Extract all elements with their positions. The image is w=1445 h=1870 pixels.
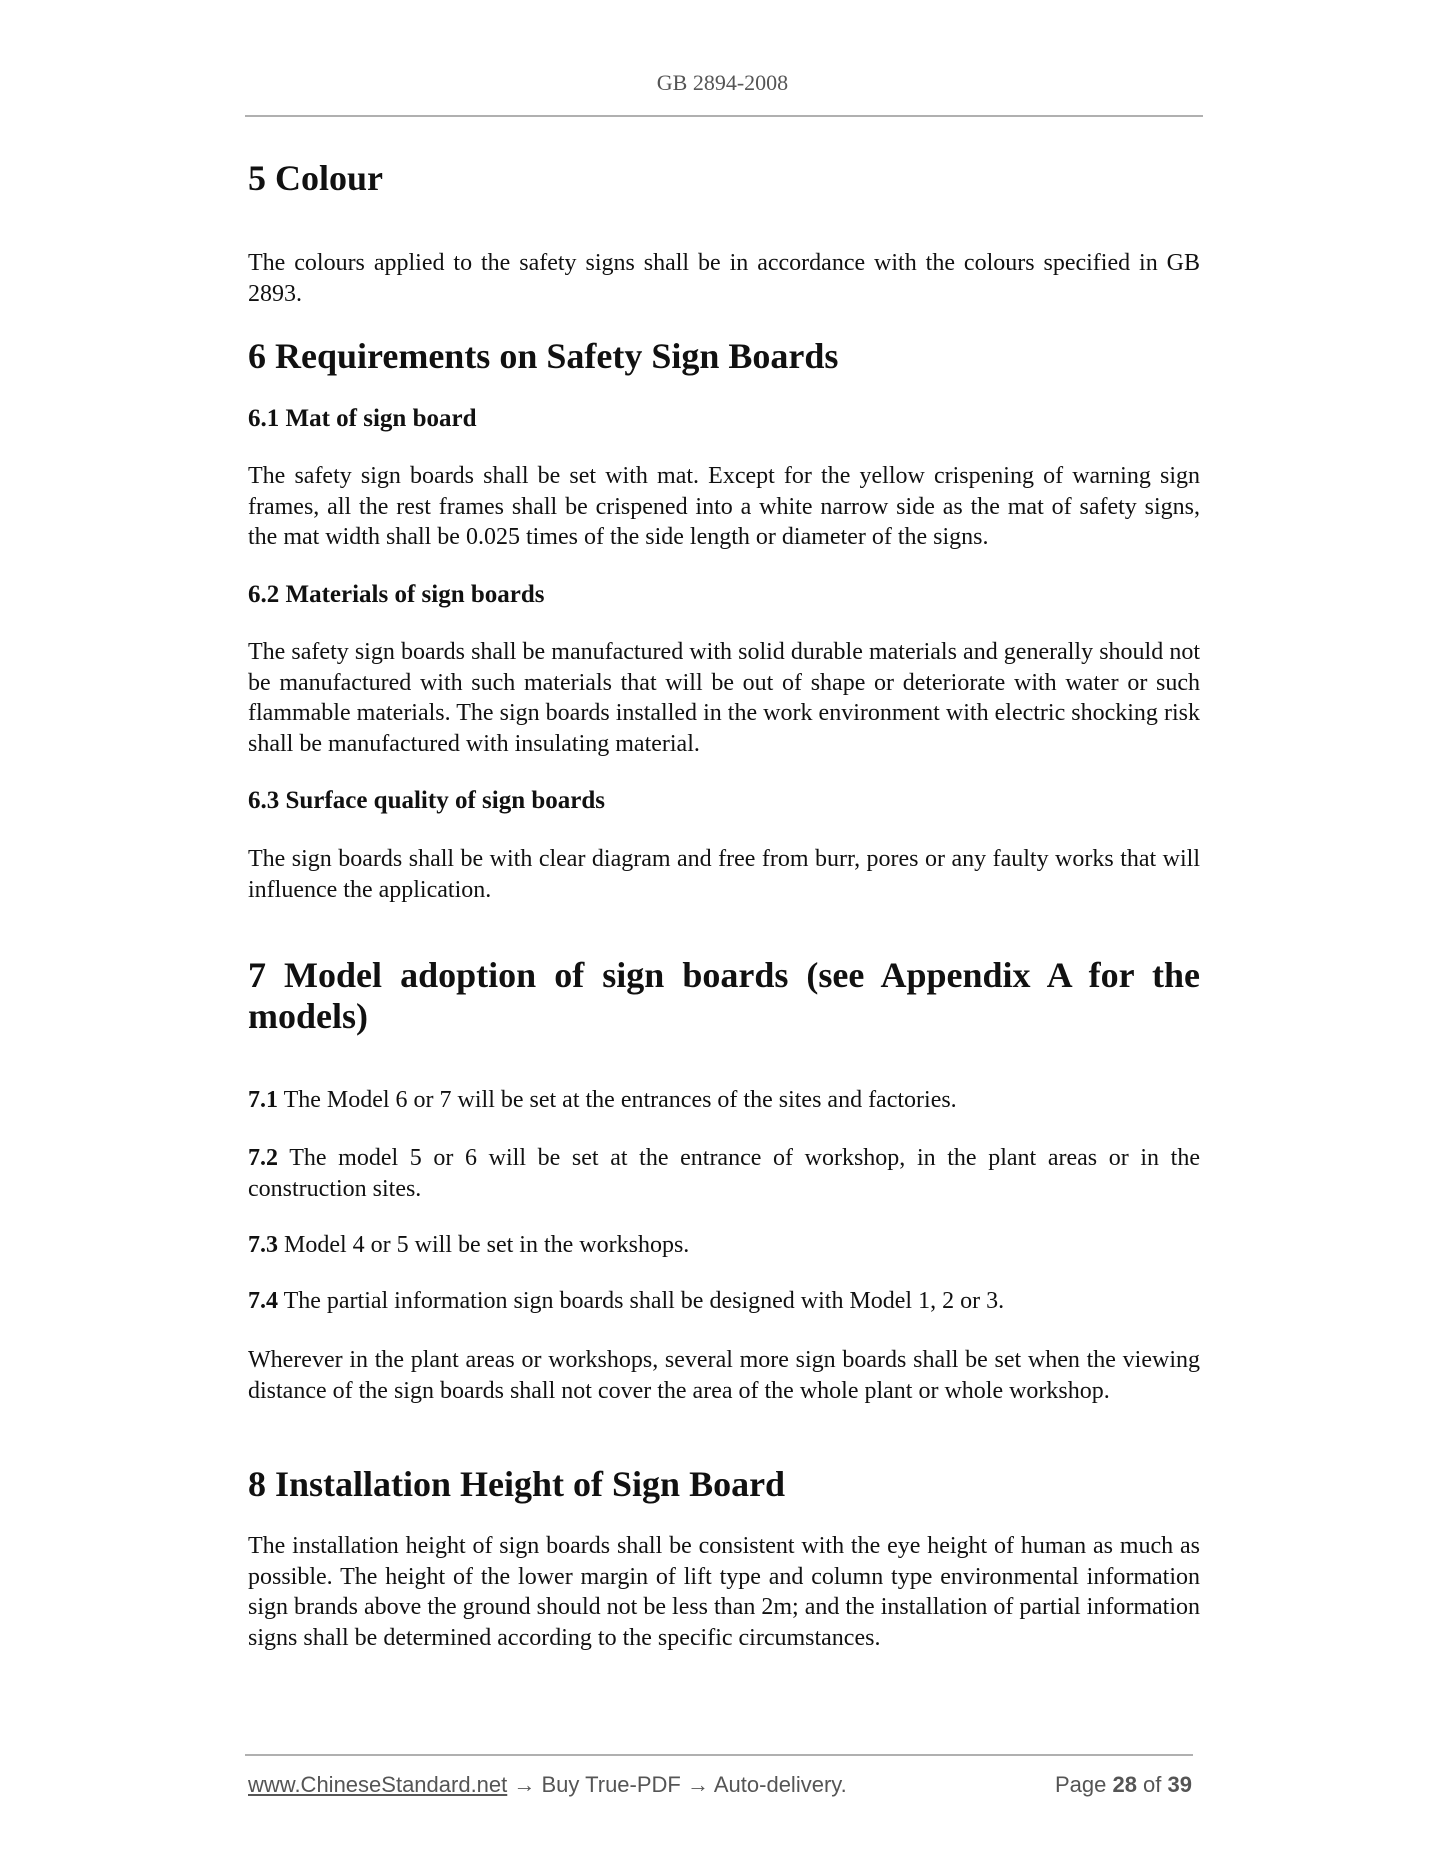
footer-promo: [248, 1772, 847, 1798]
section-6-2-text: The safety sign boards shall be manufactured with solid durable materials and generally should not be manufactured with such materials that will be out of shape or deteriorate with water or such flammable materials. The sign boards installed in the work environment with electric shocking risk shall be manufactured with insulating material.: [248, 639, 1200, 757]
item-number: 7.2: [248, 1145, 278, 1171]
item-text: The partial information sign boards shall be designed with Model 1, 2 or 3.: [278, 1288, 1005, 1314]
section-7-note: Wherever in the plant areas or workshops, several more sign boards shall be set when the viewing distance of the sign boards shall not cover the area of the whole plant or whole workshop.: [248, 1347, 1200, 1404]
page-label: Page: [1054, 1772, 1113, 1797]
footer-divider: [245, 1754, 1193, 1756]
header-divider: [245, 115, 1203, 117]
section-6-3-text: The sign boards shall be with clear diagram and free from burr, pores or any faulty works that will influence the application.: [248, 846, 1200, 903]
item-number: 7.3: [248, 1232, 278, 1258]
section-6-2-heading: 6.2 Materials of sign boards: [248, 581, 545, 608]
section-5-heading: 5 Colour: [248, 158, 383, 198]
arrow-icon: →: [686, 1772, 709, 1797]
arrow-icon: →: [513, 1772, 536, 1797]
section-6-1-heading: 6.1 Mat of sign board: [248, 405, 477, 432]
page-total: 39: [1167, 1772, 1192, 1797]
section-6-1-text: The safety sign boards shall be set with mat. Except for the yellow crispening of warning sign frames, all the rest frames shall be crispened into a white narrow side as the mat of safety signs, the mat width shall be 0.025 times of the side length or diameter of the signs.: [248, 463, 1200, 550]
delivery-text: Auto-delivery.: [708, 1772, 847, 1797]
section-5-text: The colours applied to the safety signs shall be in accordance with the colours specified in GB 2893.: [248, 250, 1200, 307]
section-6-3-heading: 6.3 Surface quality of sign boards: [248, 787, 605, 814]
buy-text: Buy True-PDF: [535, 1772, 687, 1797]
of-label: of: [1136, 1772, 1168, 1797]
section-7-heading: 7 Model adoption of sign boards (see Appendix A for the models): [248, 955, 1200, 1036]
item-text: The Model 6 or 7 will be set at the entrances of the sites and factories.: [278, 1087, 957, 1113]
section-7-2: [248, 1143, 1200, 1204]
page-indicator: [1055, 1772, 1192, 1798]
website-link[interactable]: www.ChineseStandard.net: [248, 1772, 508, 1797]
page-number: 28: [1112, 1772, 1137, 1797]
item-text: Model 4 or 5 will be set in the workshops.: [278, 1232, 690, 1258]
item-number: 7.1: [248, 1087, 278, 1113]
section-8-heading: 8 Installation Height of Sign Board: [248, 1464, 786, 1504]
section-7-3: [248, 1230, 1200, 1261]
document-id-header: GB 2894-2008: [656, 70, 789, 95]
item-number: 7.4: [248, 1288, 278, 1314]
item-text: The model 5 or 6 will be set at the entrance of workshop, in the plant areas or in the construction sites.: [248, 1145, 1200, 1202]
section-7-1: [248, 1085, 1200, 1116]
section-8-text: The installation height of sign boards shall be consistent with the eye height of human as much as possible. The height of the lower margin of lift type and column type environmental information sign brands above the ground should not be less than 2m; and the installation of partial information signs shall be determined according to the specific circumstances.: [248, 1533, 1200, 1651]
section-7-4: [248, 1286, 1200, 1317]
section-6-heading: 6 Requirements on Safety Sign Boards: [248, 336, 839, 376]
